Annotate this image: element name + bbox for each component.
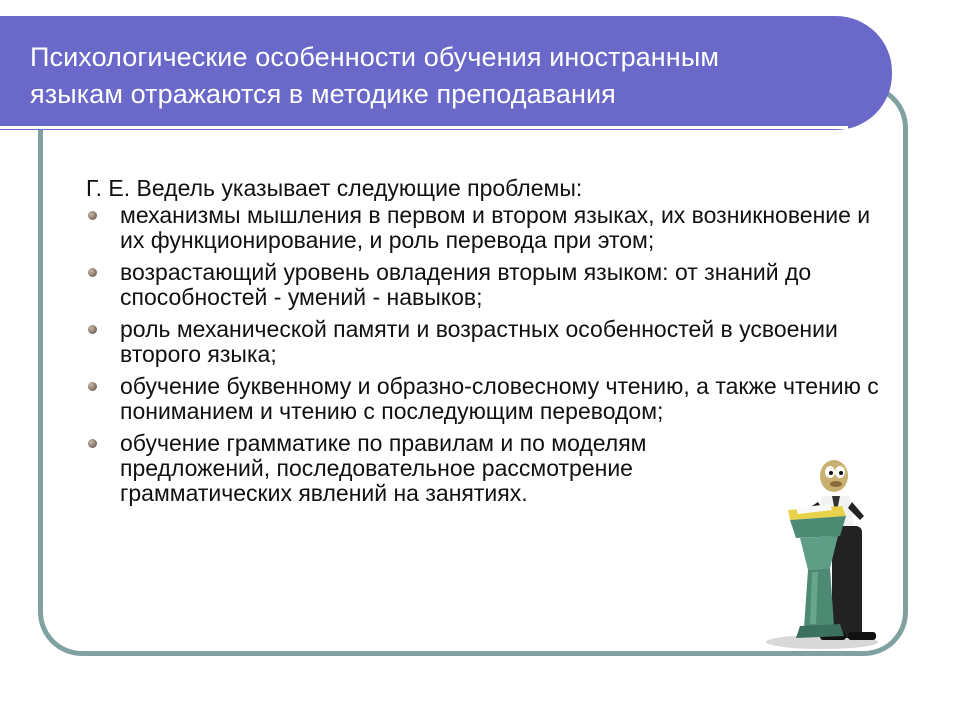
bullet-icon (88, 211, 97, 220)
list-item (86, 374, 896, 424)
title-line-1: Психологические особенности обучения иностранным (30, 42, 719, 72)
title-underline (0, 126, 848, 129)
list-item (86, 317, 896, 367)
list-item (86, 260, 896, 310)
list-item-text: обучение грамматике по правилам и по моделям предложений, последовательное рассмотрение грамматических явлений на занятиях. (120, 430, 647, 506)
list-item-text: обучение буквенному и образно-словесному чтению, а также чтению с пониманием и чтению с последующим переводом; (120, 373, 879, 424)
slide-title (30, 39, 892, 113)
list-item-text: возрастающий уровень овладения вторым языком: от знаний до способностей - умений - навыков; (120, 259, 812, 310)
bullet-icon (88, 439, 97, 448)
bullet-icon (88, 382, 97, 391)
list-item-text: механизмы мышления в первом и втором языках, их возникновение и их функционирование, и роль перевода при этом; (120, 202, 871, 253)
title-bar (0, 16, 892, 130)
lecturer-at-podium-icon (760, 456, 890, 652)
list-item (86, 203, 896, 253)
intro-text: Г. Е. Ведель указывает следующие проблемы: (86, 175, 583, 201)
title-line-2: языкам отражаются в методике преподавания (30, 79, 616, 109)
bullet-icon (88, 325, 97, 334)
list-item-text: роль механической памяти и возрастных особенностей в усвоении второго языка; (120, 316, 838, 367)
bullet-icon (88, 268, 97, 277)
